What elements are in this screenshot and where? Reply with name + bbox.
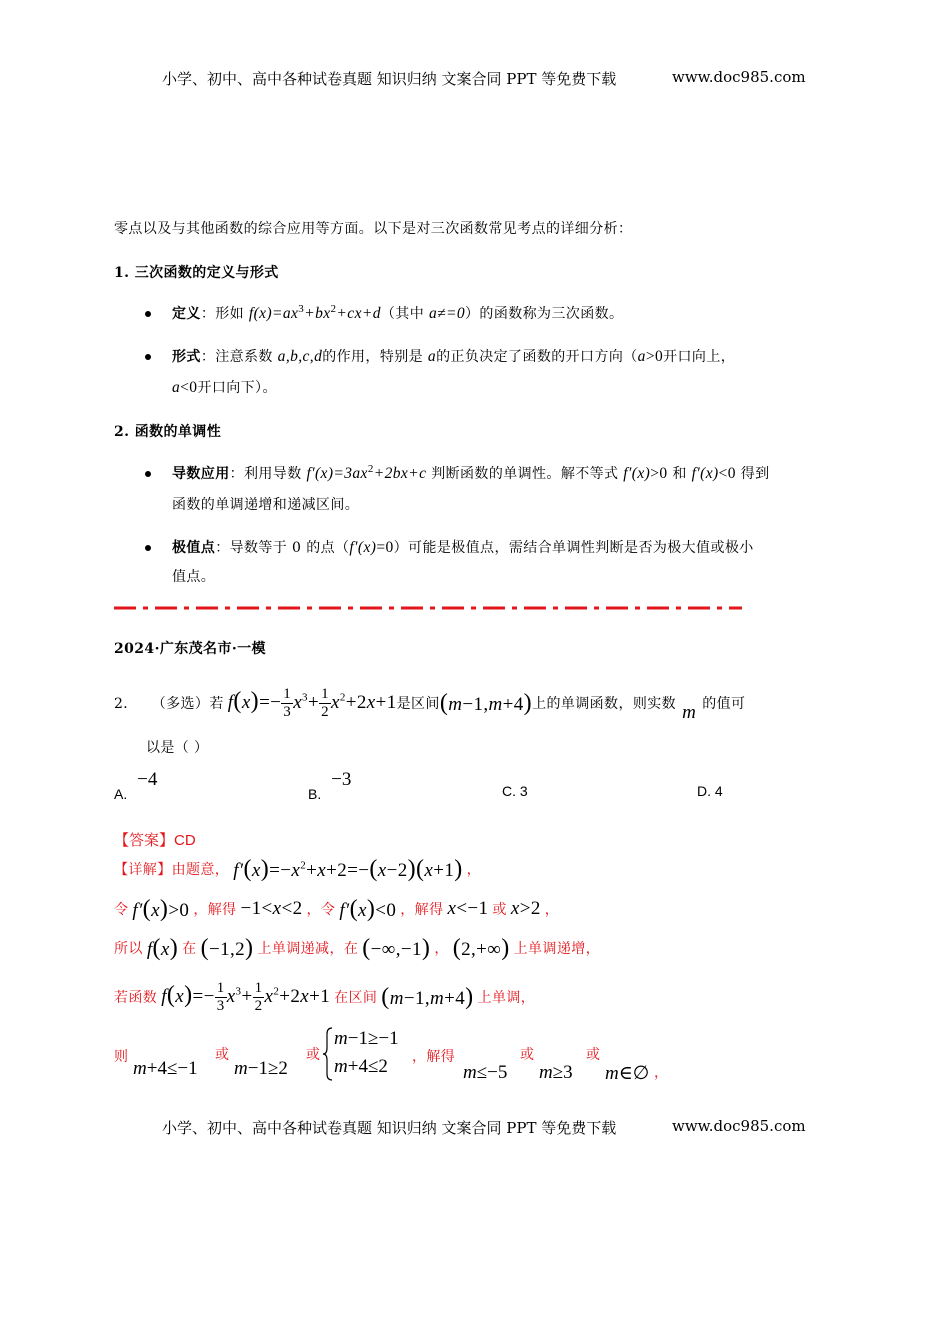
option-d-value: 4 xyxy=(714,783,723,799)
footer-text: 小学、初中、高中各种试卷真题 知识归纳 文案合同 PPT 等免费下载 xyxy=(162,1119,617,1137)
result-2: m≥3 xyxy=(539,1062,573,1083)
definition-label: 定义 xyxy=(172,306,201,323)
brace-icon xyxy=(322,1026,334,1082)
form-line: 形式：注意系数 a,b,c,d的作用，特别是 a的正负决定了函数的开口方向（a>0开口向上， xyxy=(172,348,736,365)
extreme-label: 极值点 xyxy=(172,540,216,556)
derivative-label: 导数应用 xyxy=(172,466,230,483)
or-4: 或 xyxy=(586,1047,601,1063)
comma: ， xyxy=(654,1065,669,1081)
answer-line: 【答案】CD xyxy=(114,831,196,849)
header-url[interactable]: www.doc985.com xyxy=(672,68,806,86)
condition-2: m−1≥2 xyxy=(234,1058,288,1079)
bullet-icon xyxy=(145,311,151,317)
or-3: 或 xyxy=(520,1047,535,1063)
result-1: m≤−5 xyxy=(463,1062,508,1083)
option-b-value: −3 xyxy=(331,769,352,790)
detail-line-4: 若函数 f(x)=− $\frac{1}{3}$ $x^3+$ $\frac{1}{2}$ $x^2+2x+1$ 在区间 (m−1,m+4) 上单调， xyxy=(114,979,536,1014)
definition-line: 定义：形如 $f(x)=ax^3+bx^2+cx+d$（其中 a≠=0）的函数称为三次函数。 xyxy=(172,303,624,323)
detail-line-3: 所以 f(x) 在 (−1,2) 上单调递减，在 (−∞,−1) ， (2,+∞) 上单调递增， xyxy=(114,934,601,961)
extreme-line: 极值点：导数等于 0 的点（f′(x)=0）可能是极值点，需结合单调性判断是否为极大值或极小 xyxy=(172,539,754,556)
section2-heading: 2. 函数的单调性 xyxy=(114,424,222,440)
question-number: 2． xyxy=(114,696,138,712)
derivative-line-2: 函数的单调递增和递减区间。 xyxy=(172,497,360,513)
question-source: 2024·广东茂名市·一模 xyxy=(114,641,266,657)
solve-label: ，解得 xyxy=(412,1049,456,1065)
option-b[interactable]: B. −3 xyxy=(308,769,352,802)
or-2: 或 xyxy=(306,1047,321,1063)
question-line: 2． （多选）若 f(x)=− $\frac{1}{3}$ $x^3+$ $\frac{1}{2}$ $x^2+2x+1$ 是区间 (m−1,m+4) 上的单调函数，则实数 m 的值可 xyxy=(114,685,746,723)
detail-line-5-prefix: 则 xyxy=(114,1049,129,1065)
option-a[interactable]: A. −4 xyxy=(114,769,158,802)
bullet-icon xyxy=(145,354,151,360)
section1-heading: 1. 三次函数的定义与形式 xyxy=(114,265,279,281)
bullet-icon xyxy=(145,545,151,551)
option-d[interactable]: D. 4 xyxy=(697,783,723,799)
condition-1: m+4≤−1 xyxy=(133,1058,198,1079)
answer-value: CD xyxy=(174,832,196,849)
intro-paragraph: 零点以及与其他函数的综合应用等方面。以下是对三次函数常见考点的详细分析： xyxy=(114,221,633,237)
detail-line-2: 令 f′(x)>0 ，解得 −1<x<2 ，令 f′(x)<0 ，解得 x<−1 或 x>2 ， xyxy=(114,895,560,922)
detail-line-1: 【详解】 由题意， $f'(x)=-x^2+x+2=-(x-2)(x+1)$ ， xyxy=(114,855,482,882)
footer-url[interactable]: www.doc985.com xyxy=(672,1117,806,1135)
section-divider xyxy=(112,602,746,614)
form-label: 形式 xyxy=(172,349,201,365)
bullet-icon xyxy=(145,471,151,477)
result-3: m∈∅ xyxy=(605,1063,650,1084)
question-line-2: 以是（ ） xyxy=(146,740,209,756)
option-c-value: 3 xyxy=(519,783,528,799)
extreme-line-2: 值点。 xyxy=(172,569,216,585)
header-text: 小学、初中、高中各种试卷真题 知识归纳 文案合同 PPT 等免费下载 xyxy=(162,70,617,88)
form-line-2: a<0开口向下）。 xyxy=(172,379,277,396)
system-row-2: m+4≤2 xyxy=(334,1056,388,1077)
option-a-value: −4 xyxy=(137,769,158,790)
or-1: 或 xyxy=(215,1047,230,1063)
derivative-line: 导数应用：利用导数 $f'(x)=3ax^2+2bx+c$ 判断函数的单调性。解不等式 f′(x)>0 和 f′(x)<0 得到 xyxy=(172,463,770,483)
system-row-1: m−1≥−1 xyxy=(334,1028,399,1049)
option-c[interactable]: C. 3 xyxy=(502,783,528,799)
